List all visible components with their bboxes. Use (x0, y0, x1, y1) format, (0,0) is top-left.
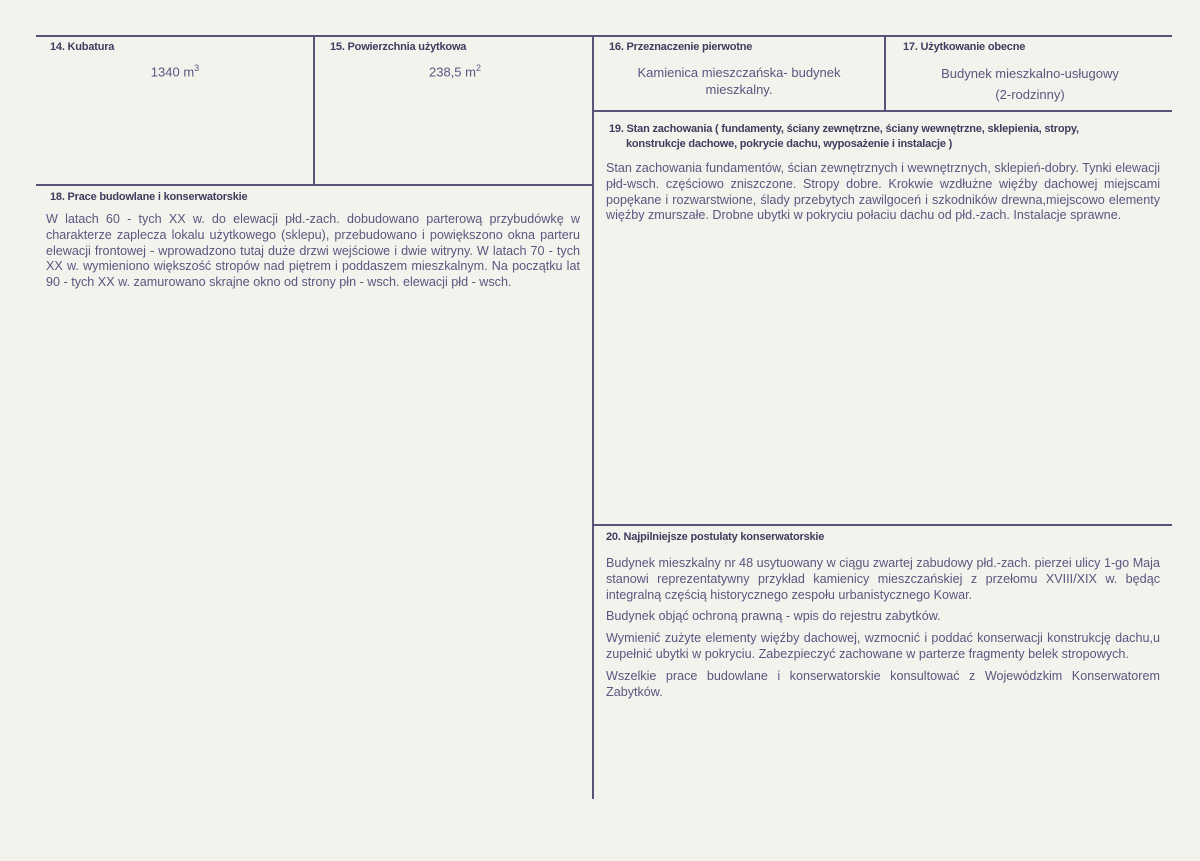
field-16-label: 16. Przeznaczenie pierwotne (609, 41, 753, 53)
volume-unit-exponent: 3 (194, 63, 200, 73)
original-use-line-1: Kamienica mieszczańska- budynek (637, 65, 841, 80)
divider-16-17 (884, 35, 886, 111)
divider-14-15 (313, 35, 315, 185)
field-19-text: Stan zachowania fundamentów, ścian zewnętrznych i wewnętrznych, sklepień-dobry. Tynki elewacji płd-wsch. częściowo zniszczone. Stropy dobre. Krokwie wzdłużne więźby dachowej miejscami popękane i rozwarstwione, ślady przebytych zawilgoceń i szkodników drewna,miejscowo elementy więźby zmurszałe. Drobne ubytki w pokryciu połaciu dachu od płd.-zach. Instalacje sprawne. (606, 161, 1160, 223)
area-value: 238,5 m (429, 64, 476, 80)
original-use-line-2: mieszkalny. (705, 82, 773, 97)
current-use-line-2: (2-rodzinny) (995, 87, 1065, 102)
volume-value: 1340 m (150, 64, 195, 80)
field-15-label: 15. Powierzchnia użytkowa (330, 41, 467, 53)
field-17-label: 17. Użytkowanie obecne (903, 41, 1026, 53)
postulate-paragraph-3: Wymienić zużyte elementy więźby dachowej, wzmocnić i poddać konserwacji konstrukcję dachu,u zupełnić ubytki w pokryciu. Zabezpieczyć zachowane w parterze fragmenty belek stropowych. (606, 631, 1160, 661)
field-20-text (606, 556, 1160, 706)
field-15-value (380, 63, 530, 79)
field-17-value (888, 63, 1172, 105)
field-19-label (609, 122, 1164, 152)
postulate-paragraph-1: Budynek mieszkalny nr 48 usytuowany w ciągu zwartej zabudowy płd.-zach. pierzei ulicy 1-go Maja stanowi reprezentatywny przykład kamienicy mieszczańskiej z przełomu XVIII/XIX w. będąc integralną częścią historycznego zespołu urbanistycznego Kowar. (606, 556, 1160, 602)
postulate-paragraph-4: Wszelkie prace budowlane i konserwatorskie konsultować z Wojewódzkim Konserwatorem Zabytków. (606, 668, 1160, 699)
divider-15-16 (592, 35, 594, 799)
condition-label-line-2: konstrukcje dachowe, pokrycie dachu, wyposażenie i instalacje ) (626, 138, 953, 150)
field-18-text: W latach 60 - tych XX w. do elewacji płd.-zach. dobudowano parterową przybudówkę w charakterze zaplecza lokalu użytkowego (sklepu), przebudowano i powiększono okna parteru elewacji frontowej - wprowadzono tutaj duże drzwi wejściowe i dwie witryny. W latach 70 - tych XX w. wymieniono większość stropów nad piętrem i poddaszem mieszkalnym. Na początku lat 90 - tych XX w. zamurowano skrajne okno od strony płn - wsch. elewacji płd - wsch. (46, 212, 580, 290)
divider-top-row-right (592, 110, 1172, 112)
field-14-value (100, 63, 250, 79)
postulate-paragraph-2: Budynek objąć ochroną prawną - wpis do rejestru zabytków. (606, 609, 941, 624)
field-20-label: 20. Najpilniejsze postulaty konserwatorskie (606, 531, 825, 543)
field-16-value (596, 64, 882, 98)
area-unit-exponent: 2 (475, 63, 481, 73)
current-use-line-1: Budynek mieszkalno-usługowy (941, 66, 1119, 81)
top-border (36, 35, 1172, 37)
condition-label-line-1: 19. Stan zachowania ( fundamenty, ściany zewnętrzne, ściany wewnętrzne, sklepienia, stropy, (609, 123, 1079, 135)
field-18-label: 18. Prace budowlane i konserwatorskie (50, 191, 248, 203)
divider-19-20 (592, 524, 1172, 526)
divider-18-header (36, 184, 594, 186)
field-14-label: 14. Kubatura (50, 41, 115, 53)
